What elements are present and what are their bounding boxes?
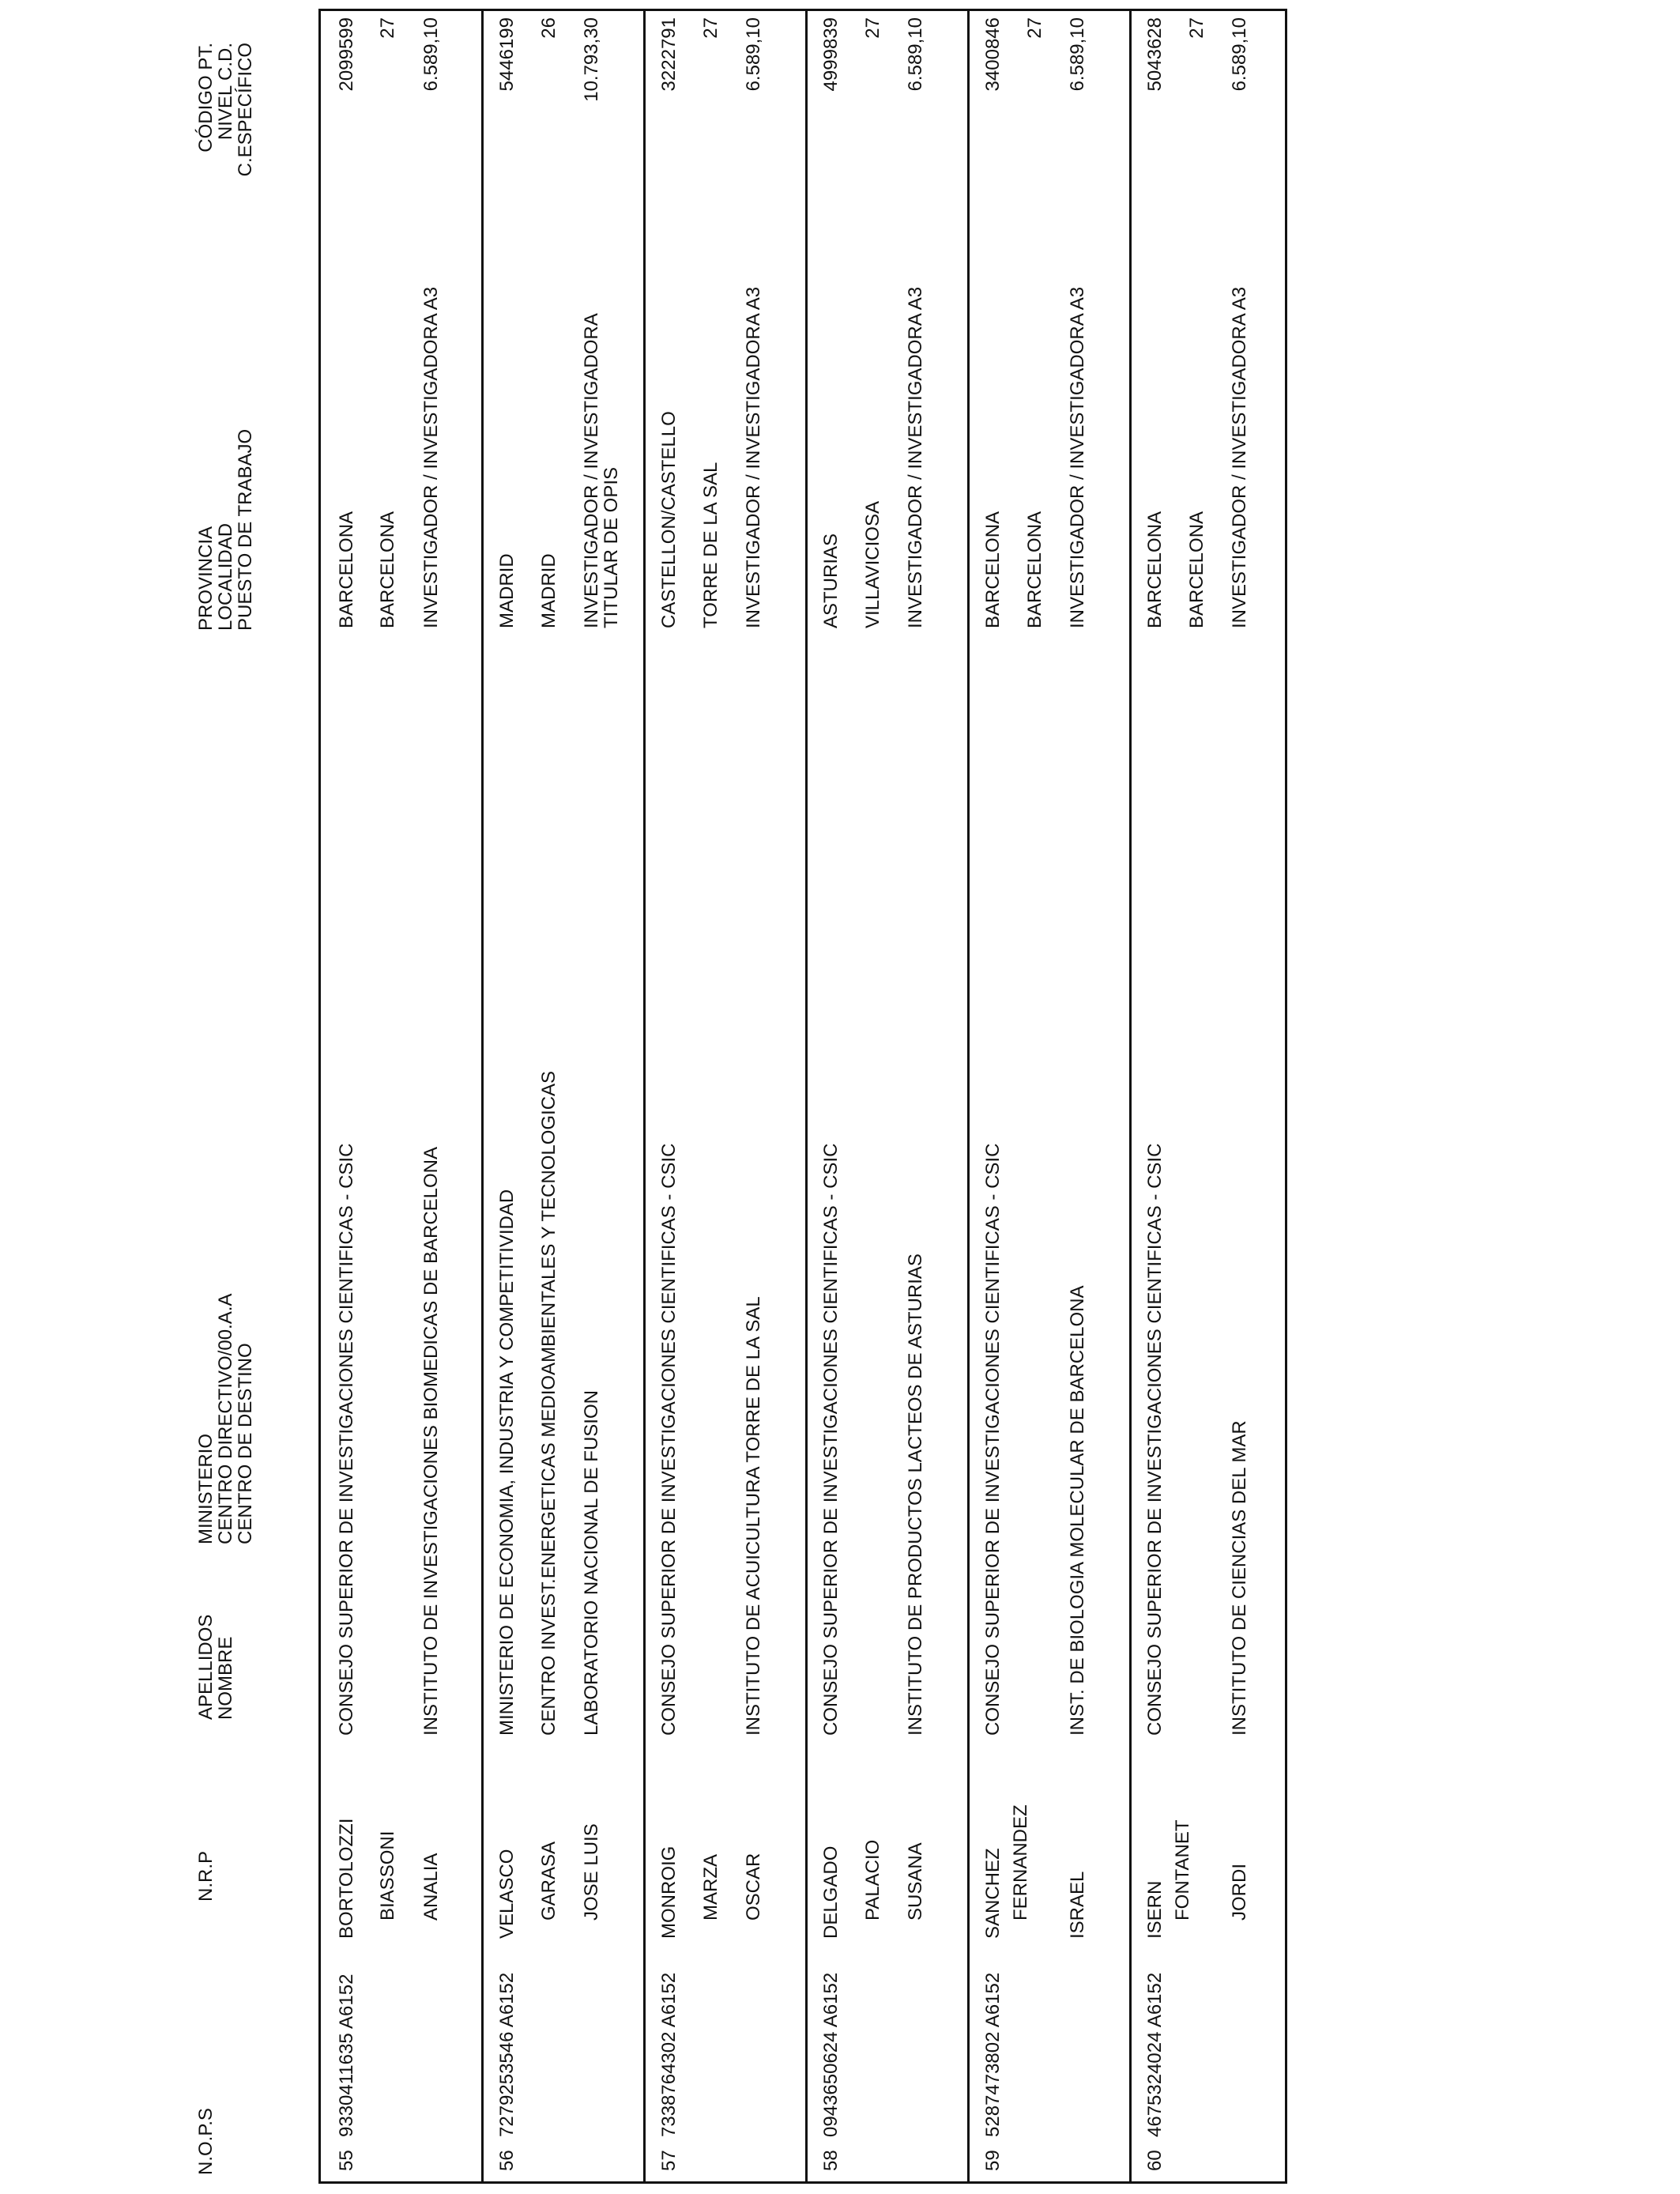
apellido1-cell: DELGADO [820, 1845, 842, 1939]
nombre-cell: ANALIA [420, 1853, 442, 1921]
nrp-cell: 5287473802 A6152 [982, 1972, 1004, 2137]
localidad-cell: BARCELONA [1186, 511, 1207, 628]
nops-cell: 59 [982, 2150, 1004, 2171]
nivel-cell: 27 [1024, 17, 1045, 39]
apellido1-cell: MONROIG [658, 1845, 680, 1939]
apellido1-cell: SANCHEZ [982, 1848, 1004, 1939]
codigo-cell: 5446199 [496, 17, 518, 92]
puesto-cell: INVESTIGADOR / INVESTIGADORA A3 [1229, 286, 1250, 628]
ministerio-cell: MINISTERIO DE ECONOMIA, INDUSTRIA Y COMPETITIVIDAD [496, 1189, 518, 1736]
especifico-cell: 6.589,10 [1229, 17, 1250, 92]
centro-destino-cell: INSTITUTO DE PRODUCTOS LACTEOS DE ASTURIAS [905, 1253, 926, 1736]
centro-destino-cell: INSTITUTO DE CIENCIAS DEL MAR [1229, 1420, 1250, 1736]
puesto-cell: INVESTIGADOR / INVESTIGADORA TITULAR DE OPIS [581, 314, 622, 628]
table-row [967, 11, 1129, 2181]
localidad-cell: BARCELONA [377, 511, 398, 628]
especifico-cell: 6.589,10 [743, 17, 764, 92]
provincia-cell: ASTURIAS [820, 533, 842, 628]
nombre-cell: OSCAR [743, 1853, 764, 1921]
especifico-cell: 6.589,10 [905, 17, 926, 92]
apellido1-cell: VELASCO [496, 1849, 518, 1939]
apellido2-cell: FERNANDEZ [1010, 1804, 1031, 1921]
ministerio-cell: CONSEJO SUPERIOR DE INVESTIGACIONES CIENTIFICAS - CSIC [1144, 1143, 1166, 1736]
puesto-cell: INVESTIGADOR / INVESTIGADORA A3 [905, 286, 926, 628]
especifico-cell: 6.589,10 [420, 17, 442, 92]
nivel-cell: 26 [538, 17, 559, 39]
nombre-cell: SUSANA [905, 1842, 926, 1921]
nivel-cell: 27 [377, 17, 398, 39]
nrp-cell: 7338764302 A6152 [658, 1972, 680, 2137]
header-codigo-nivel-especifico: CÓDIGO PT. NIVEL C.D. C.ESPECÍFICO [195, 43, 256, 177]
nrp-cell: 7279253546 A6152 [496, 1972, 518, 2137]
puesto-cell: INVESTIGADOR / INVESTIGADORA A3 [420, 286, 442, 628]
header-provincia-puesto: PROVINCIA LOCALIDAD PUESTO DE TRABAJO [195, 428, 256, 631]
provincia-cell: BARCELONA [982, 511, 1004, 628]
codigo-cell: 3400846 [982, 17, 1004, 92]
nivel-cell: 27 [700, 17, 721, 39]
centro-destino-cell: INST. DE BIOLOGIA MOLECULAR DE BARCELONA [1067, 1285, 1088, 1736]
apellido1-cell: BORTOLOZZI [336, 1818, 357, 1939]
centro-destino-cell: INSTITUTO DE INVESTIGACIONES BIOMEDICAS DE BARCELONA [420, 1146, 442, 1736]
apellido1-cell: ISERN [1144, 1880, 1166, 1939]
codigo-cell: 3222791 [658, 17, 680, 92]
provincia-cell: BARCELONA [1144, 511, 1166, 628]
header-apellidos-nombre: APELLIDOS NOMBRE [195, 1614, 236, 1720]
ministerio-cell: CONSEJO SUPERIOR DE INVESTIGACIONES CIENTIFICAS - CSIC [820, 1143, 842, 1736]
codigo-cell: 2099599 [336, 17, 357, 92]
nrp-cell: 9330411635 A6152 [336, 1973, 357, 2137]
localidad-cell: TORRE DE LA SAL [700, 462, 721, 628]
nops-cell: 57 [658, 2150, 680, 2171]
nops-cell: 56 [496, 2150, 518, 2171]
header-nops: N.O.P.S [195, 2108, 217, 2175]
header-ministerio-centro: MINISTERIO CENTRO DIRECTIVO/00.A.A CENTRO DE DESTINO [195, 1293, 256, 1544]
table-row [643, 11, 805, 2181]
localidad-cell: BARCELONA [1024, 511, 1045, 628]
table-row [805, 11, 967, 2181]
nrp-cell: 0943650624 A6152 [820, 1972, 842, 2137]
nops-cell: 55 [336, 2150, 357, 2171]
localidad-cell: MADRID [538, 553, 559, 628]
nombre-cell: JOSE LUIS [581, 1823, 602, 1921]
provincia-cell: BARCELONA [336, 511, 357, 628]
header-nrp: N.R.P [195, 1850, 217, 1902]
provincia-cell: CASTELLON/CASTELLO [658, 411, 680, 628]
records-table [318, 9, 1287, 2184]
centro-directivo-cell: CENTRO INVEST.ENERGETICAS MEDIOAMBIENTALES Y TECNOLOGICAS [538, 1070, 559, 1736]
codigo-cell: 5043628 [1144, 17, 1166, 92]
nops-cell: 58 [820, 2150, 842, 2171]
nombre-cell: ISRAEL [1067, 1871, 1088, 1939]
localidad-cell: VILLAVICIOSA [862, 501, 883, 628]
provincia-cell: MADRID [496, 553, 518, 628]
apellido2-cell: FONTANET [1172, 1819, 1193, 1921]
puesto-cell: INVESTIGADOR / INVESTIGADORA A3 [743, 286, 764, 628]
ministerio-cell: CONSEJO SUPERIOR DE INVESTIGACIONES CIENTIFICAS - CSIC [658, 1143, 680, 1736]
nombre-cell: JORDI [1229, 1864, 1250, 1921]
apellido2-cell: PALACIO [862, 1839, 883, 1921]
ministerio-cell: CONSEJO SUPERIOR DE INVESTIGACIONES CIENTIFICAS - CSIC [336, 1143, 357, 1736]
especifico-cell: 10.793,30 [581, 17, 602, 102]
nrp-cell: 4675324024 A6152 [1144, 1972, 1166, 2137]
ministerio-cell: CONSEJO SUPERIOR DE INVESTIGACIONES CIENTIFICAS - CSIC [982, 1143, 1004, 1736]
codigo-cell: 4999839 [820, 17, 842, 92]
apellido2-cell: MARZA [700, 1854, 721, 1921]
nivel-cell: 27 [1186, 17, 1207, 39]
nivel-cell: 27 [862, 17, 883, 39]
apellido2-cell: GARASA [538, 1841, 559, 1921]
puesto-cell: INVESTIGADOR / INVESTIGADORA A3 [1067, 286, 1088, 628]
table-row [1129, 11, 1285, 2181]
table-row [321, 11, 481, 2181]
centro-destino-cell: LABORATORIO NACIONAL DE FUSION [581, 1390, 602, 1736]
especifico-cell: 6.589,10 [1067, 17, 1088, 92]
nops-cell: 60 [1144, 2150, 1166, 2171]
centro-destino-cell: INSTITUTO DE ACUICULTURA TORRE DE LA SAL [743, 1296, 764, 1736]
table-row [481, 11, 643, 2181]
apellido2-cell: BIASSONI [377, 1830, 398, 1921]
